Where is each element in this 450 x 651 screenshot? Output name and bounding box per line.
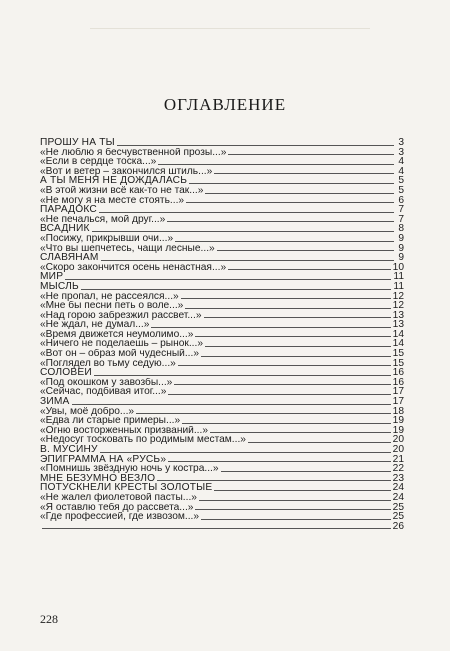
toc-leader-line	[175, 241, 394, 242]
toc-entry	[40, 234, 404, 244]
toc-leader-line	[168, 394, 390, 395]
toc-page-number: 4	[398, 156, 404, 168]
toc-leader-line	[94, 375, 391, 376]
toc-entry-title: «Огню восторженных призваний...»	[40, 425, 208, 436]
toc-entry-title: «Мне бы песни петь о воле...»	[40, 301, 184, 311]
toc-section	[40, 282, 404, 292]
toc-entry	[40, 244, 404, 254]
toc-page-number: 24	[392, 491, 404, 503]
toc-entry-title: МЫСЛЬ	[40, 281, 79, 292]
toc-entry	[40, 349, 404, 359]
toc-leader-line	[201, 519, 391, 520]
toc-page-number: 11	[393, 280, 404, 292]
page-number: 228	[40, 612, 58, 626]
toc-leader-line	[199, 500, 391, 501]
toc-page-number: 10	[392, 261, 404, 273]
toc-section	[40, 205, 404, 215]
toc-entry-title: СОЛОВЕЙ	[40, 368, 92, 378]
toc-leader-line	[167, 221, 394, 222]
toc-section	[40, 445, 404, 455]
toc-section	[40, 176, 404, 186]
toc-entry	[40, 493, 404, 503]
toc-page-number: 13	[392, 309, 404, 321]
toc-entry	[40, 263, 404, 273]
toc-entry	[40, 522, 404, 532]
toc-leader-line	[157, 480, 390, 481]
toc-entry-title: «Ничего не поделаешь – рынок...»	[40, 339, 204, 350]
toc-entry-title: «Вот он – образ мой чудесный...»	[40, 349, 199, 359]
toc-leader-line	[182, 423, 391, 424]
toc-entry-title: В. МУСИНУ	[40, 445, 98, 455]
toc-section	[40, 368, 404, 378]
bleed-through-rule	[90, 28, 370, 29]
toc-page-number: 7	[398, 213, 404, 225]
toc-entry-title: «Если в сердце тоска...»	[40, 157, 157, 167]
toc-leader-line	[210, 432, 391, 433]
toc-leader-line	[181, 298, 391, 299]
toc-leader-line	[195, 509, 390, 510]
toc-leader-line	[214, 173, 394, 174]
toc-entry	[40, 196, 404, 206]
toc-entry-title: ПРОШУ НА ТЫ	[40, 138, 115, 148]
toc-entry	[40, 311, 404, 321]
toc-page-number: 25	[392, 501, 404, 513]
toc-entry-title: «Под окошком у завозбы...»	[40, 377, 173, 388]
toc-page-number: 5	[398, 175, 404, 187]
toc-entry-title: СЛАВЯНАМ	[40, 253, 99, 263]
toc-entry	[40, 292, 404, 302]
toc-leader-line	[117, 145, 394, 146]
toc-leader-line	[221, 471, 391, 472]
toc-entry	[40, 359, 404, 369]
toc-leader-line	[92, 231, 394, 232]
toc-entry-title: «Не жалел фиолетовой пасты...»	[40, 492, 197, 503]
toc-page-number: 18	[392, 405, 404, 417]
toc-page-number: 6	[398, 194, 404, 206]
toc-page-number: 12	[392, 290, 404, 302]
toc-entry	[40, 387, 404, 397]
toc-page-number: 14	[392, 328, 404, 340]
toc-section	[40, 483, 404, 493]
toc-leader-line	[42, 528, 391, 529]
toc-section	[40, 272, 404, 282]
toc-page-number: 15	[392, 357, 404, 369]
toc-entry-title: ПАРАДОКС	[40, 205, 97, 215]
toc-leader-line	[201, 356, 391, 357]
toc-page-number: 17	[392, 386, 404, 398]
toc-leader-line	[248, 442, 391, 443]
toc-entry-title: «Не пропал, не рассеялся...»	[40, 291, 179, 302]
toc-page-number: 3	[398, 137, 404, 148]
toc-entry-title: ВСАДНИК	[40, 224, 90, 234]
toc-section	[40, 397, 404, 407]
toc-entry-title: «Я оставлю тебя до рассвета...»	[40, 502, 194, 513]
toc-entry-title: «Что вы шепчетесь, чащи лесные...»	[40, 243, 215, 254]
toc-entry	[40, 215, 404, 225]
toc-page-number: 14	[392, 338, 404, 350]
toc-page-number: 3	[398, 146, 404, 158]
toc-page-number: 4	[398, 165, 404, 177]
toc-page-number: 8	[398, 223, 404, 235]
toc-leader-line	[205, 346, 391, 347]
toc-entry-title: «Время движется неумолимо...»	[40, 329, 194, 340]
toc-page-number: 17	[392, 396, 404, 408]
toc-leader-line	[214, 490, 390, 491]
toc-page-number: 11	[393, 271, 404, 283]
toc-entry-title: ЭПИГРАММА НА «РУСЬ»	[40, 454, 167, 465]
toc-entry-title: МИР	[40, 272, 64, 282]
toc-entry-title: «Недосуг тосковать по родимым местам...»	[40, 435, 246, 445]
toc-entry-title: «Не печалься, мой друг...»	[40, 214, 166, 225]
toc-entry	[40, 512, 404, 522]
toc-entry	[40, 426, 404, 436]
toc-leader-line	[204, 317, 391, 318]
toc-entry-title: «Скоро закончится осень ненастная...»	[40, 262, 227, 273]
toc-page-number: 15	[392, 348, 404, 360]
toc-leader-line	[178, 365, 391, 366]
toc-entry	[40, 378, 404, 388]
toc-page-number: 20	[392, 434, 404, 446]
toc-section	[40, 224, 404, 234]
toc-entry	[40, 148, 404, 158]
toc-page-number: 23	[392, 472, 404, 484]
toc-page-number: 22	[392, 463, 404, 475]
toc-leader-line	[189, 183, 394, 184]
toc-entry	[40, 301, 404, 311]
toc-section	[40, 455, 404, 465]
table-of-contents	[40, 138, 404, 531]
toc-section	[40, 474, 404, 484]
toc-page-number: 19	[392, 424, 404, 436]
toc-entry	[40, 186, 404, 196]
toc-page-number: 9	[398, 232, 404, 244]
toc-leader-line	[81, 289, 392, 290]
toc-leader-line	[205, 193, 394, 194]
toc-leader-line	[158, 164, 394, 165]
toc-leader-line	[228, 269, 391, 270]
toc-page-number: 16	[392, 367, 404, 379]
toc-entry	[40, 167, 404, 177]
toc-page-number: 9	[398, 252, 404, 264]
toc-entry-title: А ТЫ МЕНЯ НЕ ДОЖДАЛАСЬ	[40, 176, 188, 186]
toc-entry-title: «В этой жизни всё как-то не так...»	[40, 185, 204, 196]
toc-leader-line	[168, 461, 390, 462]
toc-entry-title: «Сейчас, подбивая итог...»	[40, 387, 167, 398]
toc-entry	[40, 407, 404, 417]
toc-page-number: 13	[392, 319, 404, 331]
toc-leader-line	[136, 413, 391, 414]
toc-entry-title: «Вот и ветер – закончился штиль...»	[40, 166, 213, 177]
toc-entry-title: ЗИМА	[40, 397, 70, 407]
toc-page-number: 21	[392, 453, 404, 465]
toc-page-number: 16	[392, 376, 404, 388]
toc-page-number: 25	[392, 511, 404, 523]
toc-section	[40, 253, 404, 263]
toc-leader-line	[99, 212, 394, 213]
toc-entry-title: ПОТУСКНЕЛИ КРЕСТЫ ЗОЛОТЫЕ	[40, 483, 213, 493]
toc-leader-line	[174, 384, 390, 385]
toc-page-number: 5	[398, 184, 404, 196]
toc-entry	[40, 435, 404, 445]
toc-entry-title: МНЕ БЕЗУМНО ВЕЗЛО	[40, 473, 156, 484]
toc-entry	[40, 503, 404, 513]
toc-entry-title: «Посижу, прикрывши очи...»	[40, 233, 174, 244]
bleed-through-header	[90, 2, 370, 24]
toc-entry-title: «Не ждал, не думал...»	[40, 320, 150, 330]
toc-page-number: 26	[392, 520, 404, 532]
toc-entry	[40, 157, 404, 167]
toc-entry	[40, 416, 404, 426]
toc-entry-title: «Над горою забрезжил рассвет...»	[40, 310, 202, 321]
toc-leader-line	[101, 260, 394, 261]
toc-entry-title: «Не могу я на месте стоять...»	[40, 195, 185, 206]
toc-leader-line	[217, 250, 394, 251]
toc-entry	[40, 339, 404, 349]
toc-page-number: 20	[392, 444, 404, 455]
toc-page-number: 19	[392, 415, 404, 427]
toc-page-number: 7	[398, 204, 404, 216]
toc-leader-line	[72, 404, 391, 405]
toc-page-number: 12	[392, 300, 404, 312]
toc-page-number: 24	[392, 482, 404, 494]
toc-leader-line	[195, 336, 390, 337]
toc-entry	[40, 330, 404, 340]
toc-entry-title: «Поглядел во тьму седую...»	[40, 358, 176, 369]
toc-leader-line	[228, 154, 394, 155]
toc-entry	[40, 320, 404, 330]
toc-leader-line	[185, 308, 390, 309]
page-title: ОГЛАВЛЕНИЕ	[163, 95, 287, 114]
toc-leader-line	[100, 452, 391, 453]
toc-entry-title: «Где профессией, где извозом...»	[40, 512, 200, 522]
toc-entry-title: «Едва ли старые примеры...»	[40, 416, 181, 426]
toc-section	[40, 138, 404, 148]
toc-entry-title: «Не люблю я бесчувственной прозы...»	[40, 147, 227, 158]
toc-page-number: 9	[398, 242, 404, 254]
toc-leader-line	[65, 279, 391, 280]
toc-leader-line	[186, 202, 394, 203]
toc-entry-title: «Помнишь звёздную ночь у костра...»	[40, 464, 219, 474]
toc-leader-line	[151, 327, 390, 328]
toc-entry	[40, 464, 404, 474]
toc-entry-title: «Увы, моё добро...»	[40, 406, 135, 417]
